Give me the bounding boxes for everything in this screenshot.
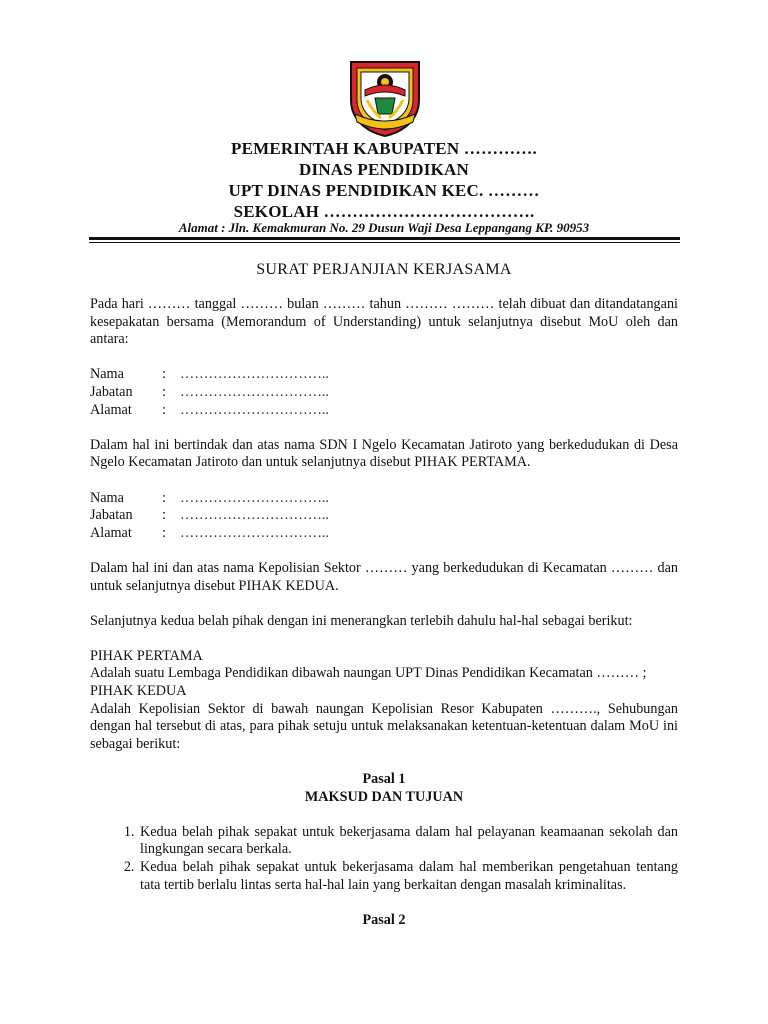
header-school: SEKOLAH ………………………………. (233, 202, 535, 221)
list-item: 1. Kedua belah pihak sepakat untuk bekerjasama dalam hal pelayanan keamaanan sekolah dan lingkungan secara berkala. (138, 824, 678, 859)
party2-description: Dalam hal ini dan atas nama Kepolisian Sektor ……… yang berkedudukan di Kecamatan ……… dan untuk selanjutnya disebut PIHAK KEDUA. (90, 559, 678, 594)
document-body (90, 296, 678, 929)
party1-fields (90, 366, 678, 419)
header-address: Alamat : Jln. Kemakmuran No. 29 Dusun Waji Desa Leppangang KP. 90953 (178, 220, 590, 235)
pasal-1-list (90, 824, 678, 894)
list-item: 2. Kedua belah pihak sepakat untuk bekerjasama dalam hal memberikan pengetahuan tentang tata tertib berlalu lintas serta hal-hal lain yang berkaitan dengan masalah kriminalitas. (138, 859, 678, 894)
party2-field-jabatan: Jabatan : ………………………….. (90, 507, 329, 524)
pasal-1-number: Pasal 1 (362, 771, 406, 788)
pihak-kedua-heading: PIHAK KEDUA (90, 683, 187, 700)
regency-coat-of-arms-icon (345, 56, 425, 138)
party1-field-jabatan: Jabatan : ………………………….. (90, 383, 329, 400)
letterhead-divider-thin (89, 242, 680, 243)
party1-field-alamat: Alamat : ………………………….. (90, 401, 329, 418)
header-government: PEMERINTAH KABUPATEN …………. (230, 139, 537, 158)
pihak-kedua-text: Adalah Kepolisian Sektor di bawah naungan Kepolisian Resor Kabupaten ………., Sehubungan dengan hal tersebut di atas, para pihak setuju untuk melaksanakan ketentuan-ketentuan dalam MoU ini sebagai berikut: (90, 700, 678, 752)
party1-description: Dalam hal ini bertindak dan atas nama SDN I Ngelo Kecamatan Jatiroto yang berkedudukan di Desa Ngelo Kecamatan Jatiroto dan untuk selanjutnya disebut PIHAK PERTAMA. (90, 436, 678, 471)
party2-field-alamat: Alamat : ………………………….. (90, 524, 329, 541)
statement-paragraph: Selanjutnya kedua belah pihak dengan ini menerangkan terlebih dahulu hal-hal sebagai berikut: (90, 612, 633, 629)
intro-paragraph: Pada hari ……… tanggal ……… bulan ……… tahun ……… ……… telah dibuat dan ditandatangani kesepakatan bersama (Memorandum of Understanding) untuk selanjutnya disebut MoU oleh dan antara: (90, 296, 678, 348)
pasal-2-number: Pasal 2 (362, 911, 406, 928)
pasal-1-heading: MAKSUD DAN TUJUAN (304, 788, 464, 805)
document-title: SURAT PERJANJIAN KERJASAMA (256, 261, 512, 278)
header-department: DINAS PENDIDIKAN (299, 160, 469, 179)
party2-fields (90, 490, 678, 543)
pihak-pertama-heading: PIHAK PERTAMA (90, 647, 203, 664)
party1-field-nama: Nama : ………………………….. (90, 366, 329, 383)
header-upt: UPT DINAS PENDIDIKAN KEC. ……… (228, 181, 540, 200)
letterhead-divider-thick (89, 237, 680, 240)
party2-field-nama: Nama : ………………………….. (90, 489, 329, 506)
pihak-pertama-text: Adalah suatu Lembaga Pendidikan dibawah naungan UPT Dinas Pendidikan Kecamatan ……… ; (90, 665, 647, 682)
